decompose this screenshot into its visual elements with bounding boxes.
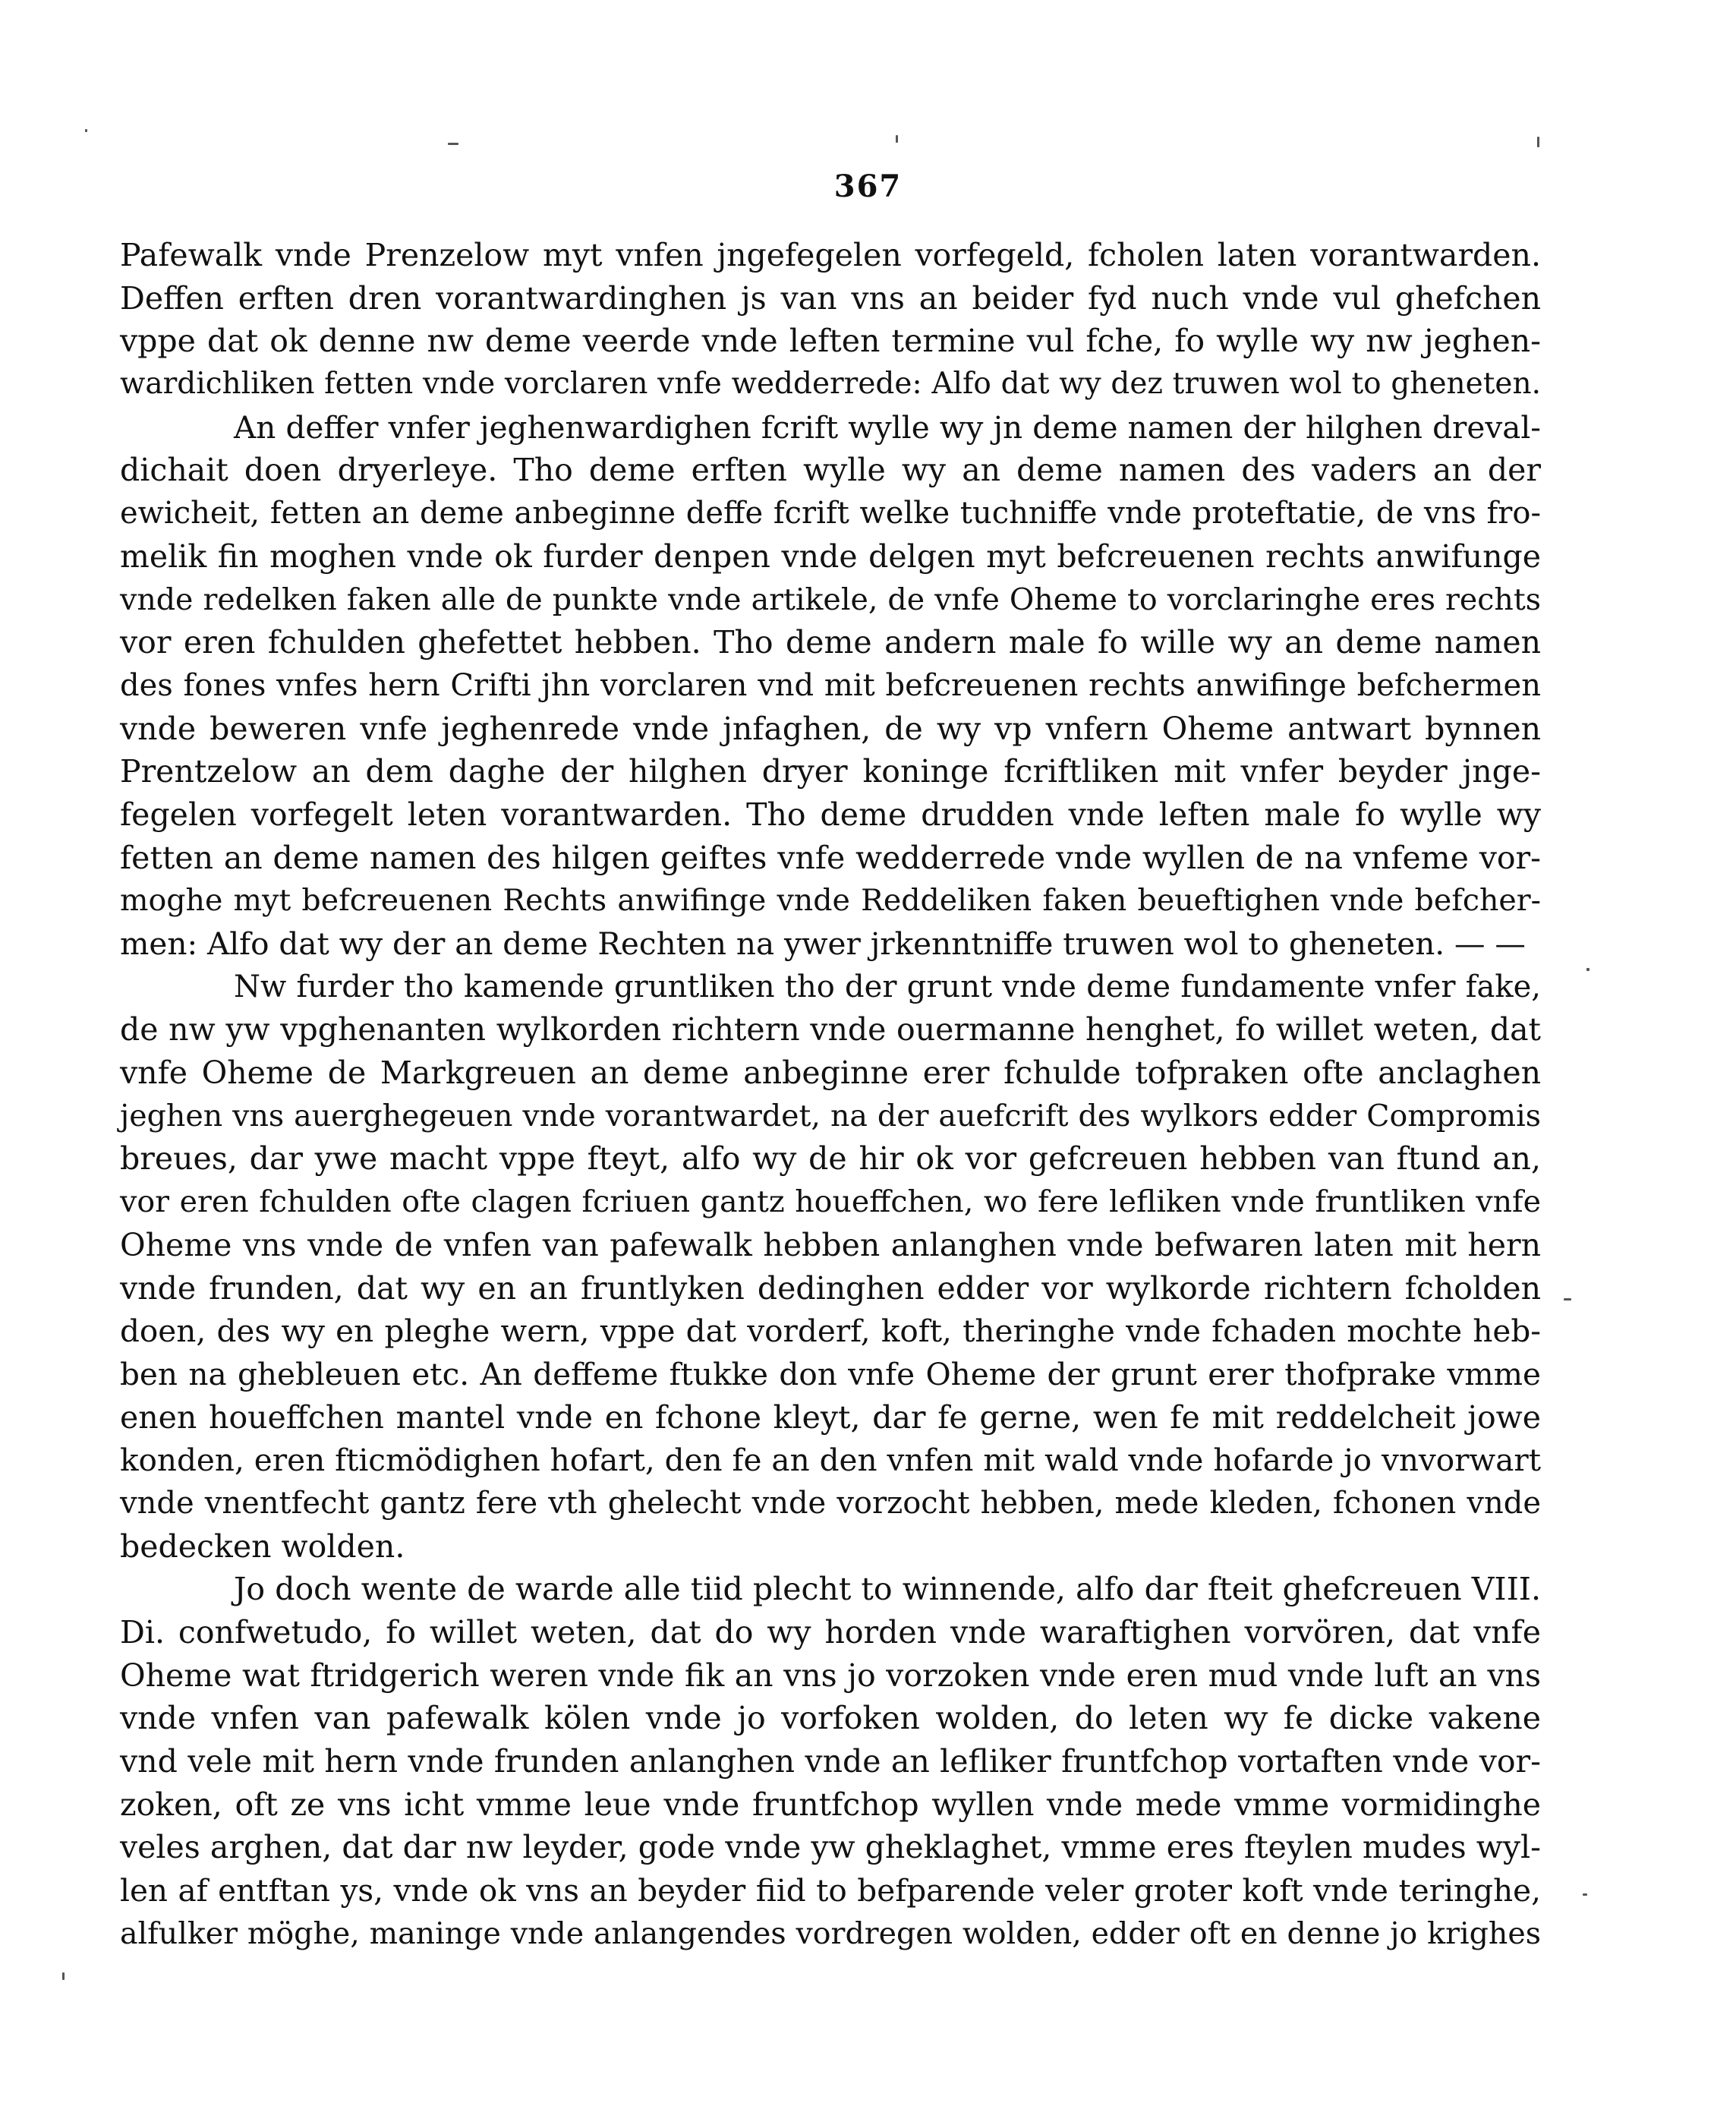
paragraph-end-line: men: Alfo dat wy der an deme Rechten na ywer jrkenntniffe truwen wol to gheneten. — — xyxy=(120,925,1526,962)
text-line: enen houeffchen mantel vnde en fchone kleyt, dar fe gerne, wen fe mit reddelcheit jowe xyxy=(120,1398,1541,1436)
text-line: melik fin moghen vnde ok furder denpen vnde delgen myt befcreuenen rechts anwifunge xyxy=(120,538,1541,575)
text-line: vnd vele mit hern vnde frunden anlanghen vnde an lefliker fruntfchop vortaften vnde vor- xyxy=(120,1743,1541,1780)
scan-speck xyxy=(1583,1893,1587,1896)
text-line: vor eren fchulden ofte clagen fcriuen gantz houeffchen, wo fere lefliken vnde fruntliken vnfe xyxy=(120,1184,1541,1220)
text-line: de nw yw vpghenanten wylkorden richtern vnde ouermanne henghet, fo willet weten, dat xyxy=(120,1011,1541,1048)
paragraph-start-line: An deffer vnfer jeghenwardighen fcrift wylle wy jn deme namen der hilghen dreval- xyxy=(234,408,1541,446)
scan-speck xyxy=(1564,1298,1571,1301)
paragraph-end-line: bedecken wolden. xyxy=(120,1528,405,1565)
text-line: fetten an deme namen des hilgen geiftes vnfe wedderrede vnde wyllen de na vnfeme vor- xyxy=(120,839,1541,876)
text-line: ewicheit, fetten an deme anbeginne deffe fcrift welke tuchniffe vnde proteftatie, de vns fro- xyxy=(120,496,1541,531)
text-line: Oheme vns vnde de vnfen van pafewalk hebben anlanghen vnde befwaren laten mit hern xyxy=(120,1226,1541,1263)
scan-speck xyxy=(1586,968,1589,971)
scan-speck xyxy=(896,135,898,143)
scan-speck xyxy=(448,143,458,145)
text-line: des fones vnfes hern Crifti jhn vorclaren vnd mit befcreuenen rechts anwifinge befchermen xyxy=(120,667,1541,703)
scan-speck xyxy=(1537,137,1539,147)
text-line: Deffen erften dren vorantwardinghen js van vns an beider fyd nuch vnde vul ghefchen xyxy=(120,279,1541,317)
text-line: zoken, oft ze vns icht vmme leue vnde fruntfchop wyllen vnde mede vmme vormidinghe xyxy=(120,1786,1541,1823)
text-line: doen, des wy en pleghe wern, vppe dat vorderf, koft, theringhe vnde fchaden mochte heb- xyxy=(120,1313,1541,1350)
page-number: 367 xyxy=(833,169,903,204)
text-line: wardichliken fetten vnde vorclaren vnfe wedderrede: Alfo dat wy dez truwen wol to gheneten. xyxy=(120,367,1541,402)
text-line: vppe dat ok denne nw deme veerde vnde leften termine vul fche, fo wylle wy nw jeghen- xyxy=(120,323,1541,360)
text-line: jeghen vns auerghegeuen vnde vorantwardet, na der auefcrift des wylkors edder Compromis xyxy=(120,1098,1541,1133)
text-line: veles arghen, dat dar nw leyder, gode vnde yw gheklaghet, vmme eres fteylen mudes wyl- xyxy=(120,1829,1541,1866)
scan-speck xyxy=(62,1972,65,1980)
text-line: Prentzelow an dem daghe der hilghen dryer koninge fcriftliken mit vnfer beyder jnge- xyxy=(120,753,1541,790)
text-line: moghe myt befcreuenen Rechts anwifinge vnde Reddeliken faken beueftighen vnde befcher- xyxy=(120,883,1541,919)
text-line: len af entftan ys, vnde ok vns an beyder fiid to befparende veler groter koft vnde teringhe, xyxy=(120,1872,1541,1909)
text-line: breues, dar ywe macht vppe fteyt, alfo wy de hir ok vor gefcreuen hebben van ftund an, xyxy=(120,1140,1541,1178)
text-line: konden, eren fticmödighen hofart, den fe an den vnfen mit wald vnde hofarde jo vnvorwart xyxy=(120,1442,1541,1479)
text-line: vnde frunden, dat wy en an fruntlyken dedinghen edder vor wylkorde richtern fcholden xyxy=(120,1269,1541,1307)
text-line: vor eren fchulden ghefettet hebben. Tho deme andern male fo wille wy an deme namen xyxy=(120,624,1541,661)
text-line: vnde vnfen van pafewalk kölen vnde jo vorfoken wolden, do leten wy fe dicke vakene xyxy=(120,1700,1541,1737)
text-line: dichait doen dryerleye. Tho deme erften wylle wy an deme namen des vaders an der xyxy=(120,452,1541,489)
text-line: vnde redelken faken alle de punkte vnde artikele, de vnfe Oheme to vorclaringhe eres rechts xyxy=(120,582,1541,617)
text-line: Di. confwetudo, fo willet weten, dat do wy horden vnde waraftighen vorvören, dat vnfe xyxy=(120,1614,1541,1651)
paragraph-start-line: Nw furder tho kamende gruntliken tho der grunt vnde deme fundamente vnfer fake, xyxy=(234,969,1541,1004)
text-line: vnde beweren vnfe jeghenrede vnde jnfaghen, de wy vp vnfern Oheme antwart bynnen xyxy=(120,710,1541,747)
scan-speck xyxy=(85,129,87,132)
text-line: ben na ghebleuen etc. An deffeme ftukke don vnfe Oheme der grunt erer thofprake vmme xyxy=(120,1355,1541,1392)
text-line: fegelen vorfegelt leten vorantwarden. Tho deme drudden vnde leften male fo wylle wy xyxy=(120,796,1541,833)
paragraph-start-line: Jo doch wente de warde alle tiid plecht to winnende, alfo dar fteit ghefcreuen VIII. xyxy=(234,1571,1541,1608)
text-line: alfulker möghe, maninge vnde anlangendes vordregen wolden, edder oft en denne jo krighes xyxy=(120,1915,1541,1951)
text-line: Pafewalk vnde Prenzelow myt vnfen jngefegelen vorfegeld, fcholen laten vorantwarden. xyxy=(120,237,1541,273)
body-text xyxy=(120,234,1541,1956)
text-line: Oheme wat ftridgerich weren vnde fik an vns jo vorzoken vnde eren mud vnde luft an vns xyxy=(120,1657,1541,1694)
text-line: vnde vnentfecht gantz fere vth ghelecht vnde vorzocht hebben, mede kleden, fchonen vnde xyxy=(120,1485,1541,1521)
text-line: vnfe Oheme de Markgreuen an deme anbeginne erer fchulde tofpraken ofte anclaghen xyxy=(120,1055,1541,1092)
